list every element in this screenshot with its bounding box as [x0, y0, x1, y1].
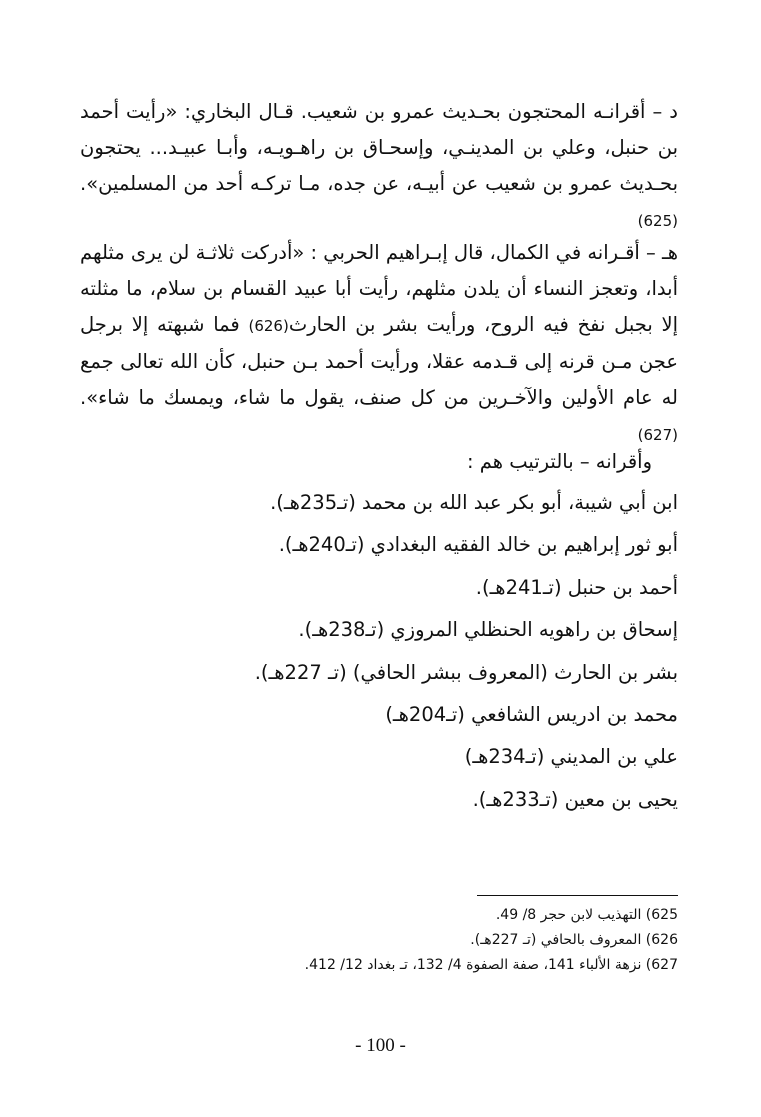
footnote-626: 626) المعروف بالحافي (تـ 227هـ). — [470, 932, 678, 948]
list-item: بشر بن الحارث (المعروف ببشر الحافي) (تـ 227هـ). — [254, 660, 678, 684]
footnote-separator — [477, 895, 678, 896]
peers-list-intro: وأقرانه – بالترتيب هم : — [466, 450, 652, 473]
list-item: يحيى بن معين (تـ233هـ). — [472, 787, 678, 811]
paragraph-peers-in-perfection — [80, 235, 678, 453]
paragraph-text-continued: فما شبهته إلا برجل عجن مـن قرنه إلى قـدمه عقلا، ورأيت أحمد بـن حنبل، كأن الله تعالى جمع له عام الأولين والآخـرين من كل صنف، يقول ما شاء، ويمسك ما شاء». — [80, 313, 678, 409]
list-item: إسحاق بن راهويه الحنظلي المروزي (تـ238هـ). — [298, 618, 678, 642]
footnote-ref-626: (626) — [248, 317, 289, 335]
list-item: أبو ثور إبراهيم بن خالد الفقيه البغدادي (تـ240هـ). — [278, 533, 678, 557]
footnote-ref-625: (625) — [637, 212, 678, 230]
page-number: - 100 - — [355, 1035, 406, 1056]
paragraph-text: هـ – أقـرانه في الكمال، قال إبـراهيم الحربي : «أدركت ثلاثـة لن يرى مثلهم أبدا، وتعجز النساء أن يلدن مثلهم، رأيت أبا عبيد القسام بن سلام، ما مثلته إلا بجبل نفخ فيه الروح، ورأيت بشر بن الحارث — [79, 241, 679, 336]
list-item: محمد بن ادريس الشافعي (تـ204هـ) — [385, 702, 678, 726]
footnote-625: 625) التهذيب لابن حجر 8/ 49. — [495, 907, 678, 923]
footnotes — [78, 903, 678, 978]
paragraph-text: د – أقرانـه المحتجون بحـديث عمرو بن شعيب. قـال البخاري: «رأيت أحمد بن حنبل، وعلي بن المدينـي، وإسحـاق بن راهـويـه، وأبـا عبيـد... يحتجون بحـديث عمرو بن شعيب عن أبيـه، عن جده، مـا تركـه أحد من المسلمين». — [80, 100, 678, 195]
paragraph-peers-amr-ibn-shuayb — [80, 94, 678, 239]
list-item: ابن أبي شيبة، أبو بكر عبد الله بن محمد (تـ235هـ). — [270, 491, 678, 514]
footnote-ref-627: (627) — [637, 426, 678, 444]
footnote-627: 627) نزهة الألباء 141، صفة الصفوة 4/ 132، تـ بغداد 12/ 412. — [304, 957, 678, 973]
list-item: أحمد بن حنبل (تـ241هـ). — [475, 575, 678, 599]
peers-list — [78, 482, 678, 821]
list-item: علي بن المديني (تـ234هـ) — [464, 745, 678, 769]
